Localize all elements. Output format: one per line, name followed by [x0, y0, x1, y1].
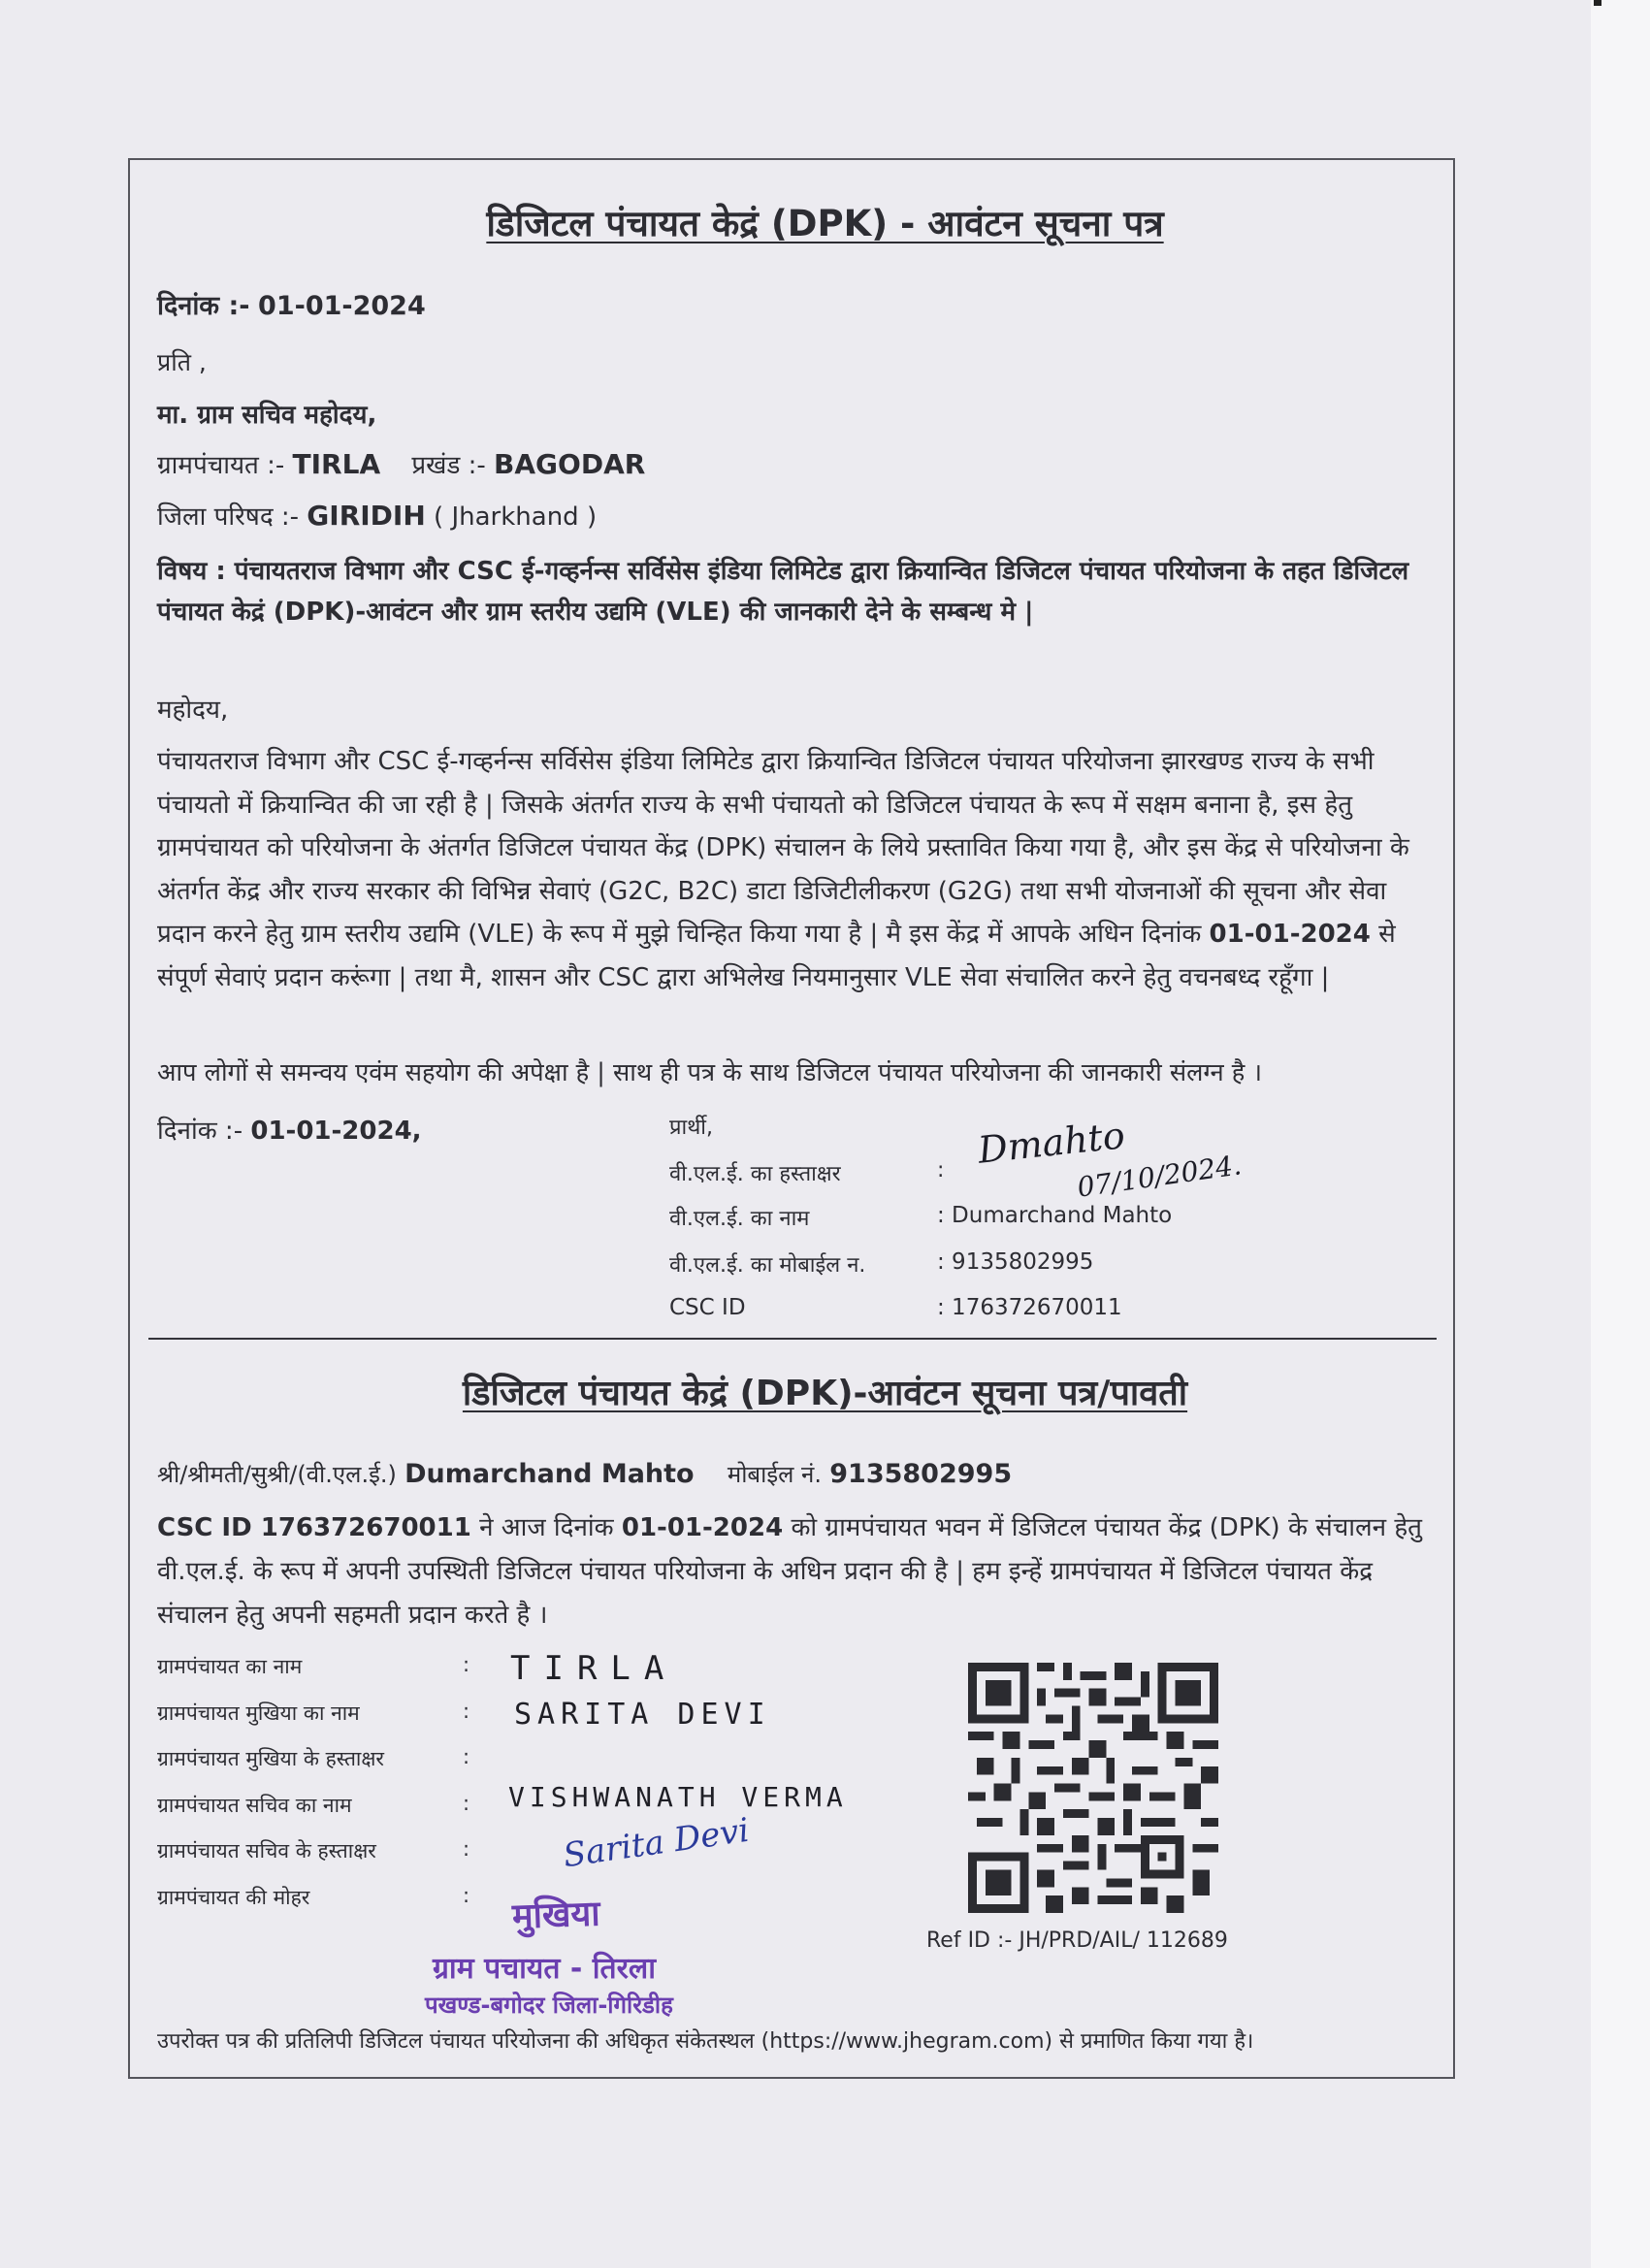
paper-edge — [1591, 0, 1650, 2268]
applicant-label: प्रार्थी, — [669, 1116, 713, 1140]
field-colon: : — [463, 1837, 470, 1861]
field-label-seal: ग्रामपंचायत की मोहर — [157, 1886, 310, 1909]
district-value: GIRIDIH — [307, 500, 426, 532]
district-label: जिला परिषद :- — [157, 502, 300, 532]
field-label-secretary-name: ग्रामपंचायत सचिव का नाम — [157, 1794, 352, 1817]
receipt-mobile-value: 9135802995 — [829, 1459, 1013, 1489]
stamp-line2: ग्राम पचायत - तिरला — [433, 1952, 657, 1986]
vle-sign-colon: : — [937, 1158, 945, 1183]
sign-date-value: 01-01-2024, — [250, 1117, 422, 1146]
field-label-mukhiya-sign: ग्रामपंचायत मुखिया के हस्ताक्षर — [157, 1747, 385, 1770]
receipt-part2: को ग्रामपंचायत भवन में डिजिटल पंचायत केंद्र (DPK) के संचालन हेतु वी.एल.ई. के रूप में अपनी उपस्थिती डिजिटल पंचायत परियोजना के अधिन प्रदान की है | हम इन्हें ग्रामपंचायत में डिजिटल पंचायत केंद्र संचालन हेतु अपनी सहमती प्रदान करते है । — [157, 1513, 1422, 1630]
date-line — [157, 286, 426, 322]
vle-signature: Dmahto — [976, 1114, 1127, 1172]
state-value: ( Jharkhand ) — [434, 502, 598, 532]
field-value-mukhiya-name: SARITA DEVI — [514, 1698, 771, 1732]
sign-date-label: दिनांक :- — [157, 1117, 243, 1146]
date-value: 01-01-2024 — [258, 291, 426, 321]
field-colon: : — [463, 1653, 470, 1676]
scan-corner — [1594, 0, 1601, 6]
vle-mobile-label: वी.एल.ई. का मोबाईल न. — [669, 1253, 866, 1278]
receipt-mobile-label: मोबाईल नं. — [727, 1461, 822, 1488]
to-line: प्रति , — [157, 348, 207, 376]
stamp-line1: मुखिया — [511, 1894, 601, 1937]
addressee: मा. ग्राम सचिव महोदय, — [157, 401, 377, 430]
field-colon: : — [463, 1884, 470, 1907]
body-line2: आप लोगों से समन्वय एवंम सहयोग की अपेक्षा है | साथ ही पत्र के साथ डिजिटल पंचायत परियोजना की जानकारी संलग्न है । — [157, 1058, 1263, 1087]
gp-label: ग्रामपंचायत :- — [157, 451, 285, 480]
field-colon: : — [463, 1700, 470, 1723]
stamp-line3: पखण्ड-बगोदर जिला-गिरिडीह — [425, 1992, 673, 2019]
receipt-name-line — [157, 1458, 1012, 1490]
ref-id: Ref ID :- JH/PRD/AIL/ 112689 — [926, 1928, 1228, 1953]
honorific: श्री/श्रीमती/सुश्री/(वी.एल.ई.) — [157, 1461, 397, 1488]
body-date: 01-01-2024 — [1209, 920, 1371, 949]
receipt-csc: CSC ID 176372670011 — [157, 1513, 471, 1542]
csc-value: : 176372670011 — [937, 1295, 1122, 1320]
block-value: BAGODAR — [494, 448, 646, 480]
vle-mobile-value: : 9135802995 — [937, 1249, 1094, 1275]
gp-line — [157, 446, 645, 481]
vle-name-value: : Dumarchand Mahto — [937, 1203, 1173, 1228]
subject: विषय : पंचायतराज विभाग और CSC ई-गव्हर्नन्स सर्विसेस इंडिया लिमिटेड द्वारा क्रियान्वित डिजिटल पंचायत परियोजना के तहत डिजिटल पंचायत केद्रं (DPK)-आवंटन और ग्राम स्तरीय उद्यमि (VLE) की जानकारी देने के सम्बन्ध मे | — [157, 557, 1409, 627]
field-label-gp-name: ग्रामपंचायत का नाम — [157, 1655, 303, 1678]
qr-code-icon — [968, 1663, 1218, 1913]
block-label: प्रखंड :- — [411, 451, 486, 480]
receipt-date: 01-01-2024 — [621, 1513, 784, 1542]
csc-label: CSC ID — [669, 1295, 746, 1320]
vle-name-label: वी.एल.ई. का नाम — [669, 1207, 810, 1231]
field-colon: : — [463, 1792, 470, 1815]
body-part1: पंचायतराज विभाग और CSC ई-गव्हर्नन्स सर्विसेस इंडिया लिमिटेड द्वारा क्रियान्वित डिजिटल पंचायत परियोजना झारखण्ड राज्य के सभी पंचायतो में क्रियान्वित की जा रही है | जिसके अंतर्गत राज्य के सभी पंचायतो को डिजिटल पंचायत के रूप में सक्षम बनाना है, इस हेतु ग्रामपंचायत को परियोजना के अंतर्गत डिजिटल पंचायत केंद्र (DPK) संचालन के लिये प्रस्तावित किया गया है, और इस केंद्र से परियोजना के अंतर्गत केंद्र और राज्य सरकार की विभिन्न सेवाएं (G2C, B2C) डाटा डिजिटीलीकरण (G2G) तथा सभी योजनाओं की सूचना और सेवा प्रदान करने हेतु ग्राम स्तरीय उद्यमि (VLE) के रूप में मुझे चिन्हित किया गया है | मै इस केंद्र में आपके अधिन दिनांक — [157, 747, 1409, 949]
vle-sign-label: वी.एल.ई. का हस्ताक्षर — [669, 1162, 841, 1186]
mukhiya-signature: Sarita Devi — [561, 1810, 752, 1876]
date-label: दिनांक :- — [157, 291, 250, 321]
page-title: डिजिटल पंचायत केद्रं (DPK) - आवंटन सूचना पत्र — [486, 203, 1164, 244]
field-value-secretary-name: VISHWANATH VERMA — [508, 1781, 848, 1813]
salutation: महोदय, — [157, 696, 229, 725]
receipt-title: डिजिटल पंचायत केद्रं (DPK)-आवंटन सूचना पत्र/पावती — [462, 1374, 1188, 1413]
receipt-name: Dumarchand Mahto — [404, 1459, 695, 1489]
section-divider — [148, 1338, 1437, 1340]
field-colon: : — [463, 1745, 470, 1768]
receipt-paragraph — [157, 1507, 1440, 1637]
field-label-mukhiya-name: ग्रामपंचायत मुखिया का नाम — [157, 1701, 360, 1725]
gp-value: TIRLA — [292, 448, 381, 480]
footer-note: उपरोक्त पत्र की प्रतिलिपी डिजिटल पंचायत परियोजना की अधिकृत संकेतस्थल (https://www.jhegram.com) से प्रमाणित किया गया है। — [157, 2029, 1254, 2054]
receipt-part1: ने आज दिनांक — [479, 1513, 614, 1542]
field-value-gp-name: TIRLA — [510, 1649, 678, 1688]
field-label-secretary-sign: ग्रामपंचायत सचिव के हस्ताक्षर — [157, 1839, 376, 1863]
district-line — [157, 498, 597, 533]
sign-date-line — [157, 1112, 422, 1147]
body-part2: से संपूर्ण सेवाएं प्रदान करूंगा | तथा मै, शासन और CSC द्वारा अभिलेख नियमानुसार VLE सेवा संचालित करने हेतु वचनबध्द रहूँगा | — [157, 920, 1396, 992]
vle-signature-date: 07/10/2024. — [1075, 1149, 1244, 1204]
body-paragraph — [157, 740, 1440, 999]
